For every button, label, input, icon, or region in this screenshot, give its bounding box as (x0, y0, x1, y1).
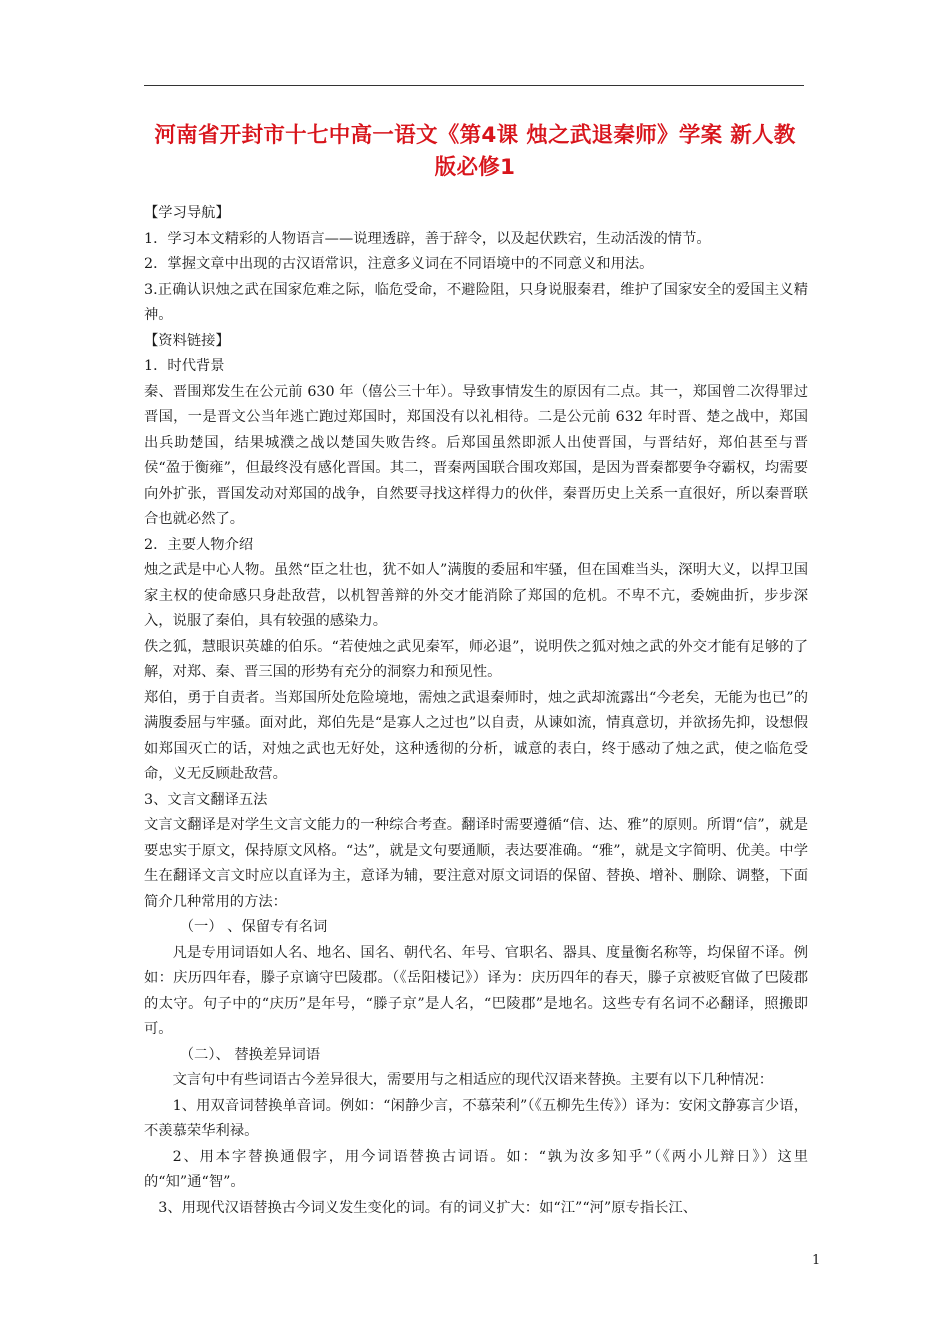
paragraph: 1、用双音词替换单音词。例如：“闲静少言，不慕荣利”（《五柳先生传》）译为：安闲文静寡言少语，不羡慕荣华利禄。 (144, 1097, 808, 1139)
paragraph: 凡是专用词语如人名、地名、国名、朝代名、年号、官职名、器具、度量衡名称等，均保留不译。例如：庆历四年春，滕子京谪守巴陵郡。（《岳阳楼记》）译为：庆历四年的春天，滕子京被贬官做了巴陵郡的太守。句子中的“庆历”是年号，“滕子京”是人名，“巴陵郡”是地名。这些专有名词不必翻译，照搬即可。 (144, 944, 808, 1037)
paragraph: 3.正确认识烛之武在国家危难之际，临危受命，不避险阻，只身说服秦君，维护了国家安全的爱国主义精神。 (144, 281, 808, 323)
paragraph: （一） 、保留专有名词 (179, 919, 328, 935)
title-line-2: 版必修1 (434, 155, 516, 180)
paragraph: 文言句中有些词语古今差异很大，需要用与之相适应的现代汉语来替换。主要有以下几种情况： (172, 1072, 774, 1088)
paragraph: 秦、晋围郑发生在公元前 630 年（僖公三十年）。导致事情发生的原因有二点。其一，郑国曾二次得罪过晋国，一是晋文公当年逃亡跑过郑国时，郑国没有以礼相待。二是公元前 632 年时晋、楚之战中，郑国出兵助楚国，结果城濮之战以楚国失败告终。后郑国虽然即派人出使晋国，与晋结好，郑伯甚至与晋侯“盈于衡雍”，但最终没有感化晋国。其二，晋秦两国联合围攻郑国，是因为晋秦都要争夺霸权，均需要向外扩张，晋国发动对郑国的战争，自然要寻找这样得力的伙伴，秦晋历史上关系一直很好，所以秦晋联合也就必然了。 (144, 383, 808, 527)
paragraph: 郑伯，勇于自责者。当郑国所处危险境地，需烛之武退秦师时，烛之武却流露出“今老矣，无能为也已”的满腹委屈与牢骚。面对此，郑伯先是“是寡人之过也”以自责，从谏如流，情真意切，并欲扬先抑，设想假如郑国灭亡的话，对烛之武也无好处，这种透彻的分析，诚意的表白，终于感动了烛之武，使之临危受命，义无反顾赴敌营。 (144, 689, 808, 782)
paragraph: 烛之武是中心人物。虽然“臣之壮也，犹不如人”满腹的委屈和牢骚，但在国难当头，深明大义，以捍卫国家主权的使命感只身赴敌营，以机智善辩的外交才能消除了郑国的危机。不卑不亢，委婉曲折，步步深入，说服了秦伯，具有较强的感染力。 (144, 562, 808, 629)
paragraph: 【学习导航】 (144, 205, 230, 221)
paragraph: 3、文言文翻译五法 (144, 791, 268, 808)
paragraph: （二）、 替换差异词语 (179, 1046, 321, 1063)
document-body (144, 201, 808, 1221)
paragraph: 2．主要人物介绍 (144, 536, 254, 553)
paragraph: 2、用本字替换通假字，用今词语替换古词语。如：“孰为汝多知乎”（《两小儿辩日》）这里的“知”通“智”。 (144, 1148, 808, 1190)
document-title (140, 120, 810, 184)
header-rule (144, 85, 804, 86)
paragraph: 1．时代背景 (144, 358, 225, 374)
paragraph: 2．掌握文章中出现的古汉语常识，注意多义词在不同语境中的不同意义和用法。 (144, 256, 654, 272)
paragraph: 【资料链接】 (144, 332, 230, 349)
page-number: 1 (812, 1253, 821, 1268)
paragraph: 1．学习本文精彩的人物语言——说理透辟，善于辞令，以及起伏跌宕，生动活泼的情节。 (144, 230, 711, 247)
paragraph: 文言文翻译是对学生文言文能力的一种综合考查。翻译时需要遵循“信、达、雅”的原则。所谓“信”，就是要忠实于原文，保持原文风格。“达”，就是文句要通顺，表达要准确。“雅”，就是文字简明、优美。中学生在翻译文言文时应以直译为主，意译为辅，要注意对原文词语的保留、替换、增补、删除、调整，下面简介几种常用的方法： (144, 817, 808, 910)
title-line-1: 河南省开封市十七中高一语文《第4课 烛之武退秦师》学案 新人教 (154, 123, 796, 148)
paragraph: 3、用现代汉语替换古今词义发生变化的词。有的词义扩大：如“江”“河”原专指长江、 (158, 1199, 698, 1216)
paragraph: 佚之狐，慧眼识英雄的伯乐。“若使烛之武见秦军，师必退”，说明佚之狐对烛之武的外交才能有足够的了解，对郑、秦、晋三国的形势有充分的洞察力和预见性。 (144, 638, 808, 680)
